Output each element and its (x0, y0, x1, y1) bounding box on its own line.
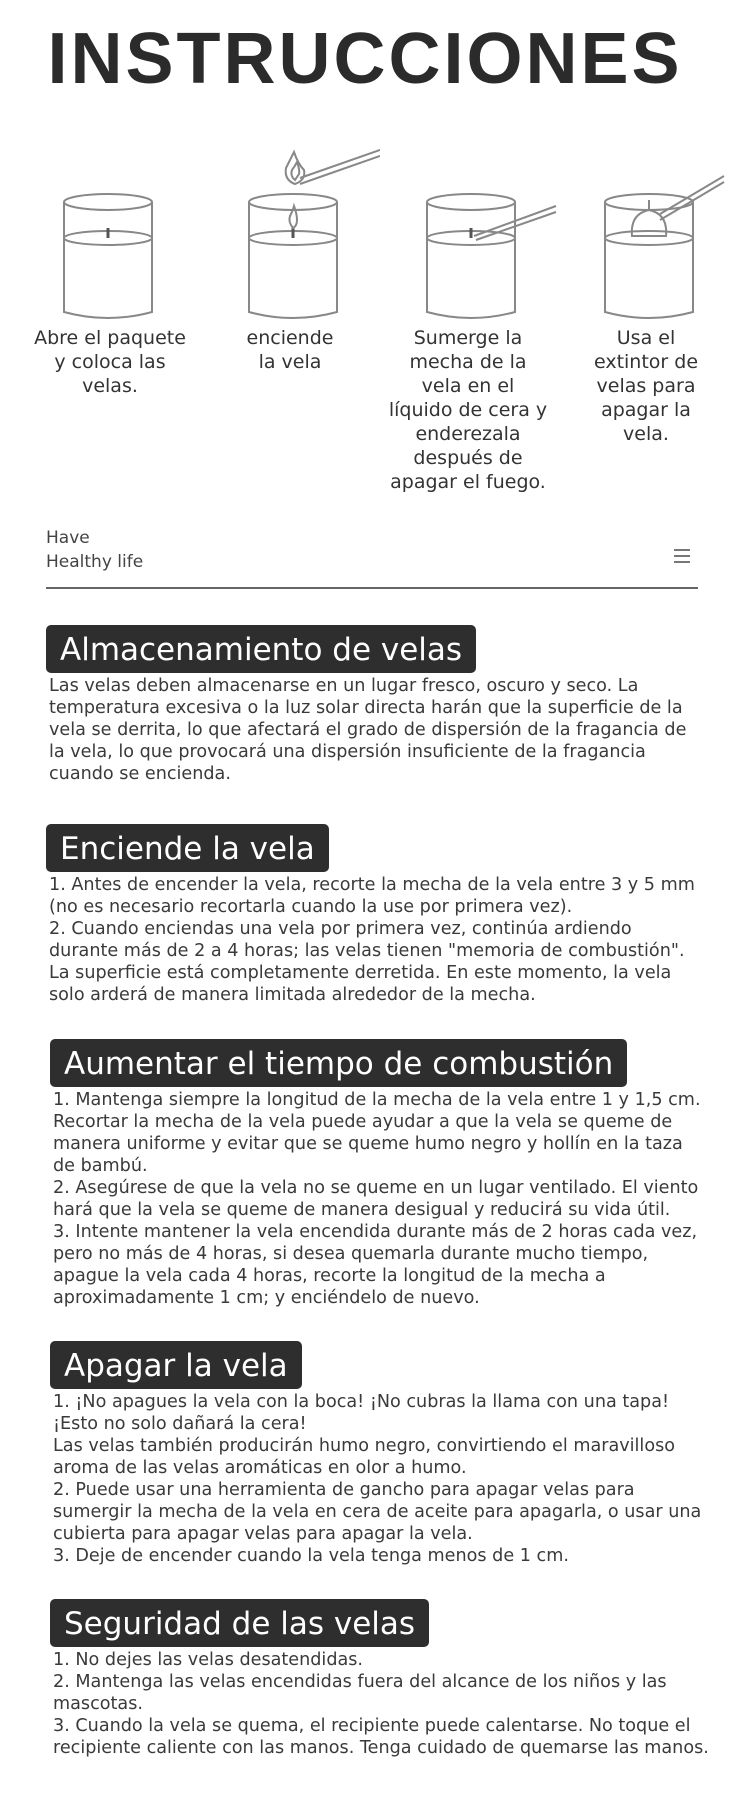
section-safety (50, 1599, 710, 1759)
section-paragraph: 3. Deje de encender cuando la vela tenga menos de 1 cm. (53, 1546, 569, 1566)
step-snuff-candle (556, 140, 736, 446)
section-paragraph: 3. Intente mantener la vela encendida durante más de 2 horas cada vez, pero no más de 4 horas, si desea quemarla durante mucho tiempo, apague la vela cada 4 horas, recorte la longitud de la mecha a aproximadamente 1 cm; y enciéndelo de nuevo. (53, 1222, 698, 1308)
section-paragraph: 1. No dejes las velas desatendidas. (53, 1650, 364, 1670)
section-body (50, 1391, 710, 1567)
dip-wick-candle-icon (378, 140, 558, 330)
section-paragraph: 3. Cuando la vela se quema, el recipiente puede calentarse. No toque el recipiente caliente con las manos. Tenga cuidado de quemarse las manos. (53, 1716, 709, 1758)
instruction-steps (0, 140, 750, 520)
section-body (50, 1649, 710, 1759)
step-label: Usa el extintor de velas para apagar la vela. (593, 327, 699, 445)
step-label: Sumerge la mecha de la vela en el líquido de cera y enderezala después de apagar el fuego. (388, 327, 548, 493)
section-body (46, 675, 706, 785)
lit-match-candle-icon (200, 140, 380, 330)
step-label: Abre el paquete y coloca las velas. (34, 327, 186, 397)
candle-icon (20, 140, 200, 330)
section-heading: Seguridad de las velas (50, 1599, 429, 1647)
section-paragraph: 2. Mantenga las velas encendidas fuera del alcance de los niños y las mascotas. (53, 1672, 667, 1714)
divider (46, 587, 698, 589)
step-open-package (20, 140, 200, 398)
snuffer-candle-icon (556, 140, 736, 330)
section-storage (46, 625, 706, 785)
section-paragraph: 1. Mantenga siempre la longitud de la mecha de la vela entre 1 y 1,5 cm. Recortar la mecha de la vela puede ayudar a que la vela se queme de manera uniforme y evitar que se queme humo negro y hollín en la taza de bambú. (53, 1090, 701, 1176)
step-dip-wick (378, 140, 558, 494)
section-paragraph: Las velas también producirán humo negro, convirtiendo el maravilloso aroma de las velas aromáticas en olor a humo. (53, 1436, 676, 1478)
section-extinguish (50, 1341, 710, 1567)
section-light-candle (46, 824, 706, 1006)
section-heading: Aumentar el tiempo de combustión (50, 1039, 627, 1087)
section-paragraph: 1. Antes de encender la vela, recorte la mecha de la vela entre 3 y 5 mm (no es necesario recortarla cuando la use por primera vez). (49, 875, 695, 917)
section-burn-time (50, 1039, 710, 1309)
section-body (46, 874, 706, 1006)
step-light-candle (200, 140, 380, 374)
section-paragraph: 1. ¡No apagues la vela con la boca! ¡No cubras la llama con una tapa! ¡Esto no solo dañará la cera! (53, 1392, 670, 1434)
slogan-line-2: Healthy life (46, 552, 144, 572)
section-paragraph: 2. Cuando enciendas una vela por primera vez, continúa ardiendo durante más de 2 a 4 horas; las velas tienen "memoria de combustión". La superficie está completamente derretida. En este momento, la vela solo arderá de manera limitada alrededor de la mecha. (49, 919, 685, 1005)
section-heading: Almacenamiento de velas (46, 625, 476, 673)
section-body (50, 1089, 710, 1309)
page-title: INSTRUCCIONES (47, 19, 683, 99)
section-heading: Apagar la vela (50, 1341, 302, 1389)
menu-icon (674, 549, 690, 567)
section-paragraph: 2. Asegúrese de que la vela no se queme en un lugar ventilado. El viento hará que la vela se queme de manera desigual y reducirá su vida útil. (53, 1178, 699, 1220)
slogan (46, 526, 143, 574)
section-heading: Enciende la vela (46, 824, 329, 872)
slogan-line-1: Have (46, 528, 90, 548)
step-label: enciende la vela (246, 327, 334, 373)
section-paragraph: 2. Puede usar una herramienta de gancho para apagar velas para sumergir la mecha de la vela en cera de aceite para apagarla, o usar una cubierta para apagar velas para apagar la vela. (53, 1480, 702, 1544)
section-paragraph: Las velas deben almacenarse en un lugar fresco, oscuro y seco. La temperatura excesiva o la luz solar directa harán que la superficie de la vela se derrita, lo que afectará el grado de dispersión de la fragancia de la vela, lo que provocará una dispersión insuficiente de la fragancia cuando se encienda. (49, 676, 687, 784)
